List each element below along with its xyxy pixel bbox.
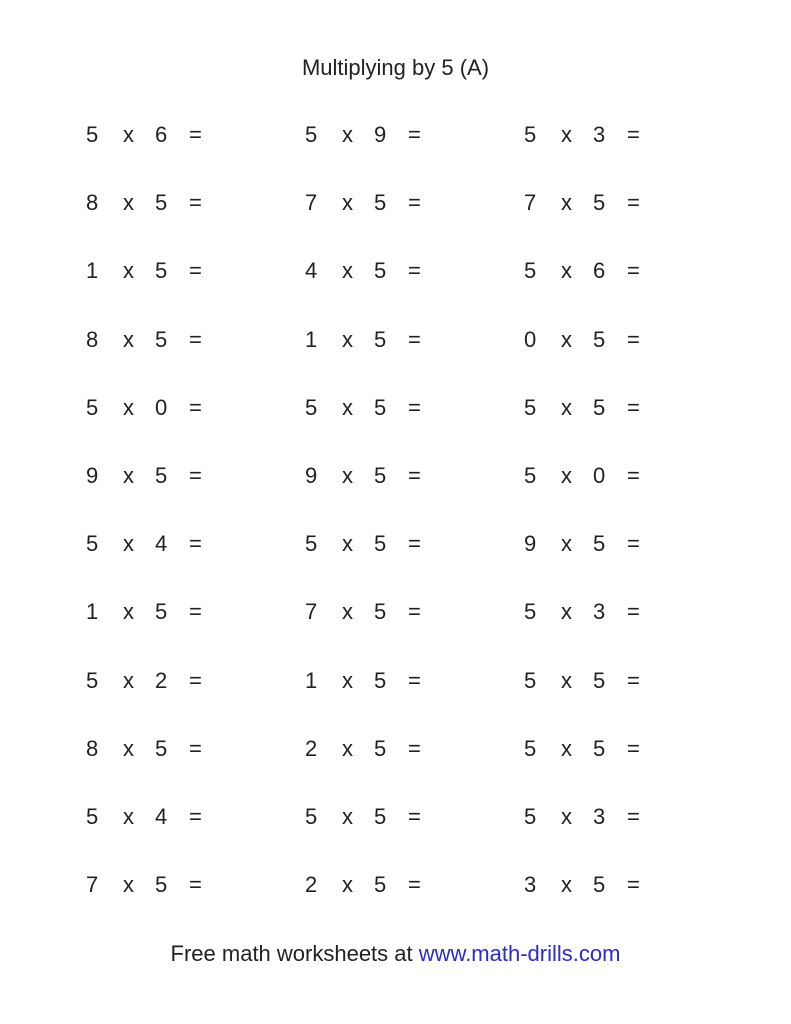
operand-left: 1 <box>86 599 99 625</box>
problem <box>305 870 455 900</box>
operand-left: 5 <box>86 667 99 693</box>
operand-right: 5 <box>374 872 387 898</box>
operand-left: 9 <box>524 531 537 557</box>
multiply-sign: x <box>342 599 353 625</box>
operand-left: 2 <box>305 872 318 898</box>
operand-left: 8 <box>86 190 99 216</box>
equals-sign: = <box>408 394 421 420</box>
operand-left: 8 <box>86 326 99 352</box>
multiply-sign: x <box>342 667 353 693</box>
equals-sign: = <box>627 190 640 216</box>
problem <box>86 188 236 218</box>
operand-right: 5 <box>593 394 606 420</box>
multiply-sign: x <box>123 804 134 829</box>
multiply-sign: x <box>123 190 134 216</box>
multiply-sign: x <box>123 667 134 693</box>
problem <box>86 256 236 286</box>
multiply-sign: x <box>561 258 572 284</box>
operand-right: 5 <box>593 531 606 557</box>
operand-right: 9 <box>374 122 387 147</box>
problem <box>86 597 236 627</box>
operand-left: 5 <box>86 122 99 147</box>
operand-left: 4 <box>305 258 318 284</box>
multiply-sign: x <box>123 463 134 488</box>
operand-right: 5 <box>593 326 606 352</box>
equals-sign: = <box>627 463 640 488</box>
operand-right: 5 <box>593 190 606 216</box>
operand-right: 5 <box>374 804 387 829</box>
operand-right: 5 <box>155 735 168 761</box>
equals-sign: = <box>627 804 640 829</box>
operand-right: 5 <box>155 463 168 488</box>
operand-left: 5 <box>86 394 99 420</box>
multiply-sign: x <box>342 531 353 557</box>
equals-sign: = <box>408 667 421 693</box>
equals-sign: = <box>189 735 202 761</box>
operand-right: 5 <box>374 667 387 693</box>
operand-left: 9 <box>86 463 99 488</box>
equals-sign: = <box>189 531 202 557</box>
operand-left: 1 <box>305 326 318 352</box>
problem <box>524 529 674 559</box>
footer-text: Free math worksheets at <box>170 941 419 966</box>
operand-left: 5 <box>86 531 99 557</box>
multiply-sign: x <box>342 122 353 147</box>
equals-sign: = <box>189 667 202 693</box>
footer-link[interactable]: www.math-drills.com <box>418 941 621 966</box>
equals-sign: = <box>408 122 421 147</box>
problem <box>524 393 674 423</box>
problem <box>524 120 674 150</box>
problem <box>524 597 674 627</box>
equals-sign: = <box>408 258 421 284</box>
worksheet-title: Multiplying by 5 (A) <box>301 55 490 80</box>
multiply-sign: x <box>561 122 572 147</box>
problem <box>524 870 674 900</box>
operand-left: 8 <box>86 735 99 761</box>
equals-sign: = <box>189 326 202 352</box>
operand-right: 4 <box>155 804 168 829</box>
operand-left: 9 <box>305 463 318 488</box>
operand-left: 5 <box>524 667 537 693</box>
operand-right: 5 <box>155 326 168 352</box>
multiply-sign: x <box>561 326 572 352</box>
multiply-sign: x <box>342 394 353 420</box>
equals-sign: = <box>627 872 640 898</box>
operand-left: 3 <box>524 872 537 898</box>
equals-sign: = <box>189 258 202 284</box>
problem <box>86 529 236 559</box>
operand-left: 5 <box>305 804 318 829</box>
equals-sign: = <box>627 394 640 420</box>
problem <box>305 597 455 627</box>
multiply-sign: x <box>561 190 572 216</box>
problem <box>524 256 674 286</box>
equals-sign: = <box>408 599 421 625</box>
operand-right: 5 <box>374 326 387 352</box>
equals-sign: = <box>408 531 421 557</box>
problem <box>305 325 455 355</box>
multiply-sign: x <box>342 258 353 284</box>
operand-right: 0 <box>593 463 606 488</box>
equals-sign: = <box>408 804 421 829</box>
problem <box>86 325 236 355</box>
operand-left: 7 <box>524 190 537 216</box>
operand-right: 5 <box>155 190 168 216</box>
multiply-sign: x <box>342 735 353 761</box>
multiply-sign: x <box>561 872 572 898</box>
problem <box>86 802 236 832</box>
problem <box>305 120 455 150</box>
multiply-sign: x <box>123 599 134 625</box>
problem <box>305 802 455 832</box>
multiply-sign: x <box>123 394 134 420</box>
operand-left: 1 <box>305 667 318 693</box>
operand-left: 0 <box>524 326 537 352</box>
multiply-sign: x <box>342 804 353 829</box>
operand-left: 7 <box>305 190 318 216</box>
multiply-sign: x <box>123 258 134 284</box>
equals-sign: = <box>408 735 421 761</box>
problem <box>305 666 455 696</box>
problem <box>524 461 674 491</box>
multiply-sign: x <box>123 872 134 898</box>
operand-right: 5 <box>374 394 387 420</box>
multiply-sign: x <box>342 872 353 898</box>
operand-left: 5 <box>524 463 537 488</box>
operand-right: 3 <box>593 599 606 625</box>
equals-sign: = <box>627 122 640 147</box>
operand-right: 5 <box>593 872 606 898</box>
equals-sign: = <box>408 872 421 898</box>
equals-sign: = <box>189 463 202 488</box>
multiply-sign: x <box>561 394 572 420</box>
multiply-sign: x <box>342 463 353 488</box>
multiply-sign: x <box>123 735 134 761</box>
multiply-sign: x <box>561 667 572 693</box>
operand-right: 6 <box>593 258 606 284</box>
problem <box>305 461 455 491</box>
operand-left: 5 <box>305 122 318 147</box>
problem <box>86 393 236 423</box>
operand-right: 3 <box>593 122 606 147</box>
operand-left: 5 <box>524 599 537 625</box>
multiply-sign: x <box>561 735 572 761</box>
operand-left: 2 <box>305 735 318 761</box>
operand-right: 5 <box>593 667 606 693</box>
operand-left: 5 <box>524 122 537 147</box>
multiply-sign: x <box>123 122 134 147</box>
operand-right: 0 <box>155 394 168 420</box>
equals-sign: = <box>189 872 202 898</box>
operand-right: 5 <box>374 531 387 557</box>
operand-right: 5 <box>374 190 387 216</box>
operand-left: 5 <box>524 735 537 761</box>
operand-right: 5 <box>374 258 387 284</box>
multiply-sign: x <box>561 599 572 625</box>
equals-sign: = <box>189 190 202 216</box>
operand-right: 3 <box>593 804 606 829</box>
problem <box>524 188 674 218</box>
multiply-sign: x <box>342 190 353 216</box>
multiply-sign: x <box>561 463 572 488</box>
equals-sign: = <box>189 122 202 147</box>
problem <box>305 256 455 286</box>
operand-right: 6 <box>155 122 168 147</box>
problem <box>86 870 236 900</box>
multiply-sign: x <box>561 804 572 829</box>
operand-left: 5 <box>86 804 99 829</box>
operand-left: 5 <box>524 804 537 829</box>
multiply-sign: x <box>123 326 134 352</box>
operand-left: 7 <box>86 872 99 898</box>
problem <box>305 734 455 764</box>
operand-left: 7 <box>305 599 318 625</box>
operand-right: 5 <box>374 599 387 625</box>
footer <box>0 940 791 968</box>
equals-sign: = <box>627 599 640 625</box>
equals-sign: = <box>408 190 421 216</box>
problem <box>524 325 674 355</box>
operand-right: 4 <box>155 531 168 557</box>
operand-right: 5 <box>374 463 387 488</box>
problem <box>305 393 455 423</box>
equals-sign: = <box>627 667 640 693</box>
problem <box>524 734 674 764</box>
operand-right: 5 <box>155 258 168 284</box>
operand-right: 5 <box>593 735 606 761</box>
equals-sign: = <box>189 394 202 420</box>
problem <box>86 461 236 491</box>
problem <box>524 802 674 832</box>
equals-sign: = <box>627 326 640 352</box>
equals-sign: = <box>189 804 202 829</box>
operand-left: 1 <box>86 258 99 284</box>
equals-sign: = <box>627 531 640 557</box>
operand-right: 5 <box>155 872 168 898</box>
equals-sign: = <box>627 735 640 761</box>
operand-left: 5 <box>524 394 537 420</box>
equals-sign: = <box>627 258 640 284</box>
equals-sign: = <box>408 326 421 352</box>
operand-left: 5 <box>524 258 537 284</box>
problem <box>305 188 455 218</box>
problem <box>524 666 674 696</box>
equals-sign: = <box>189 599 202 625</box>
operand-right: 5 <box>155 599 168 625</box>
multiply-sign: x <box>561 531 572 557</box>
multiply-sign: x <box>123 531 134 557</box>
operand-left: 5 <box>305 394 318 420</box>
problem <box>305 529 455 559</box>
equals-sign: = <box>408 463 421 488</box>
problem <box>86 120 236 150</box>
operand-right: 2 <box>155 667 168 693</box>
operand-right: 5 <box>374 735 387 761</box>
problem <box>86 666 236 696</box>
multiply-sign: x <box>342 326 353 352</box>
problem <box>86 734 236 764</box>
operand-left: 5 <box>305 531 318 557</box>
